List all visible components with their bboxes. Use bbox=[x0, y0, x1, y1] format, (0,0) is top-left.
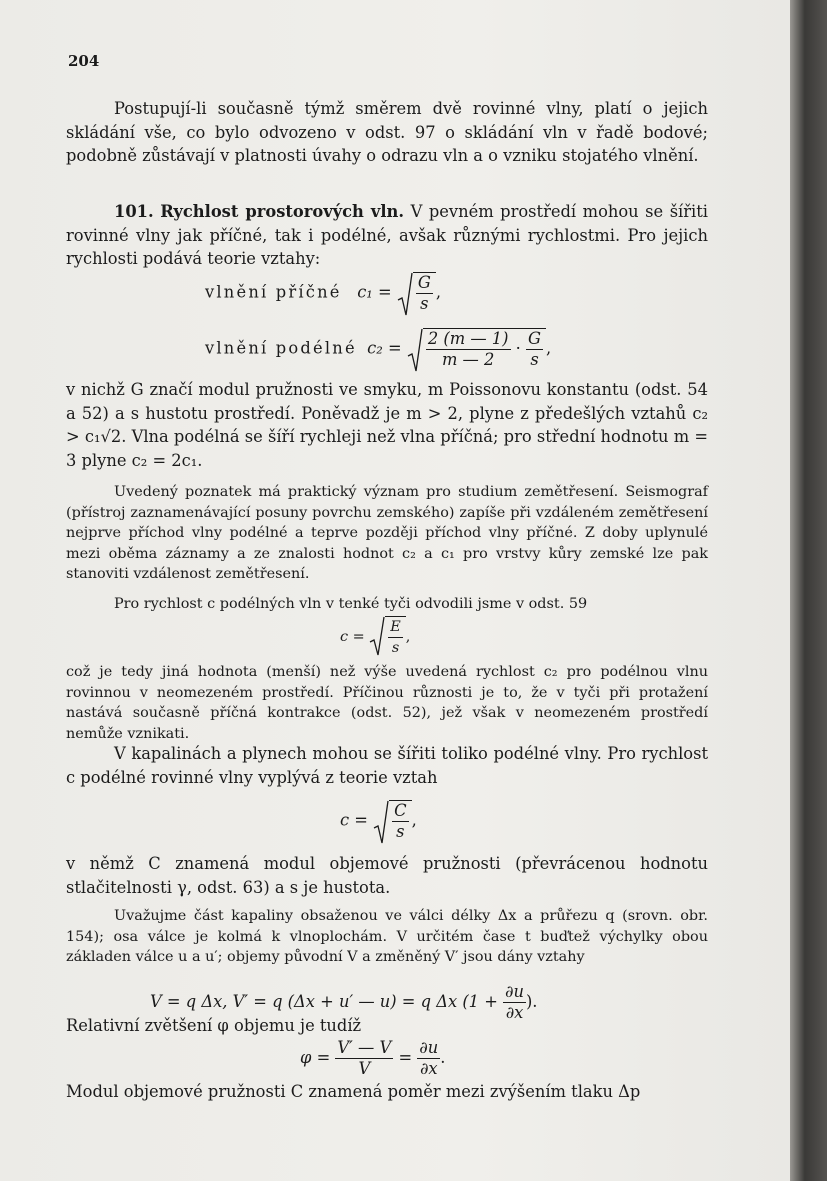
paragraph-5-small: což je tedy jiná hodnota (menší) než výše uvedená rychlost c₂ pro podélnou vlnu rovinnou v neomezeném prostředí. Příčinou různosti je to, že v tyči při protažení nastává současně příčná kontrakce (odst. 52), jež však v neomezeném prostředí nemůže vznikati. bbox=[66, 664, 708, 742]
eq3-sqrt bbox=[369, 616, 406, 658]
section-text: V pevném prostředí mohou se šířiti rovinné vlny jak příčné, tak i podélné, avšak různými rychlostmi. Pro jejich rychlosti podává teorie vztahy: bbox=[66, 202, 708, 268]
equation-fluid bbox=[340, 800, 417, 842]
equation-longitudinal bbox=[205, 328, 551, 370]
paragraph-10: Modul objemové pružnosti C znamená poměr mezi zvýšením tlaku Δp bbox=[66, 1082, 641, 1101]
eq5-den: ∂x bbox=[505, 1003, 524, 1022]
eq2-den: m — 2 bbox=[441, 350, 495, 369]
eq4-num: C bbox=[394, 801, 407, 820]
eq6-num2: ∂u bbox=[419, 1038, 439, 1057]
eq2-den2: s bbox=[530, 350, 539, 369]
eq5-text: V = q Δx, V′ = q (Δx + u′ — u) = q Δx (1 + bbox=[150, 992, 498, 1011]
section-number: 101. bbox=[114, 202, 154, 221]
paragraph-8-small: Uvažujme část kapaliny obsaženou ve válci délky Δx a průřezu q (srovn. obr. 154); osa válce je kolmá k vlnoplochám. V určitém čase t buďtež výchylky obou základen válce u a u′; objemy původní V a změněný V′ jsou dány vztahy bbox=[66, 908, 708, 966]
paragraph-6: V kapalinách a plynech mohou se šířiti toliko podélné vlny. Pro rychlost c podélné rovinné vlny vyplývá z teorie vztah bbox=[66, 744, 708, 787]
eq4-lhs: c = bbox=[340, 810, 368, 830]
eq3-lhs: c = bbox=[340, 629, 365, 645]
eq1-sqrt bbox=[397, 272, 436, 314]
paragraph-4-small: Pro rychlost c podélných vln v tenké tyči odvodili jsme v odst. 59 bbox=[114, 596, 588, 612]
equation-transverse bbox=[205, 272, 441, 314]
eq6-mid: = bbox=[398, 1048, 413, 1067]
eq3-tail: , bbox=[405, 629, 411, 645]
equation-relative-volume bbox=[300, 1038, 445, 1079]
eq5-tail: ). bbox=[525, 992, 538, 1011]
paragraph-9: Relativní zvětšení φ objemu je tudíž bbox=[66, 1016, 362, 1035]
eq6-num: V′ — V bbox=[337, 1038, 392, 1057]
eq6-den: V bbox=[358, 1059, 371, 1078]
eq2-label: vlnění podélné bbox=[205, 338, 357, 358]
page-number: 204 bbox=[68, 52, 100, 70]
eq6-den2: ∂x bbox=[419, 1059, 438, 1078]
equation-rod bbox=[340, 616, 410, 658]
eq2-tail: , bbox=[546, 338, 552, 358]
eq2-num2: G bbox=[528, 329, 542, 348]
paragraph-7: v němž C znamená modul objemové pružnosti (převrácenou hodnotu stlačitelnosti γ, odst. 63) a s je hustota. bbox=[66, 854, 708, 897]
book-spine-shadow bbox=[790, 0, 827, 1181]
eq6-lhs: φ = bbox=[300, 1048, 331, 1067]
eq3-num: E bbox=[388, 617, 403, 638]
eq1-tail: , bbox=[435, 282, 442, 302]
section-title: Rychlost prostorových vln. bbox=[160, 202, 405, 221]
paragraph-3-small: Uvedený poznatek má praktický význam pro studium zemětřesení. Seismograf (přístroj zaznamenávající posuny povrchu zemského) zapíše při vzdáleném zemětřesení nejprve příchod vlny podélné a teprve později příchod vlny příčné. Z doby uplynulé mezi oběma záznamy a ze znalosti hodnot c₂ a c₁ pro vrstvy kůry zemské lze pak stanoviti vzdálenost zemětřesení. bbox=[66, 484, 708, 583]
eq1-label: vlnění příčné bbox=[205, 282, 342, 302]
eq1-lhs: c₁ = bbox=[357, 282, 392, 302]
eq3-den: s bbox=[391, 640, 400, 656]
section-101 bbox=[66, 200, 708, 271]
eq4-den: s bbox=[396, 822, 405, 841]
eq5-num: ∂u bbox=[505, 982, 524, 1001]
eq2-lhs: c₂ = bbox=[367, 338, 402, 358]
eq2-sqrt: $\frac{2 (m — 1)}{m — 2}$ · $\frac{G}{s}$ bbox=[407, 328, 546, 370]
paragraph-1: Postupují-li současně týmž směrem dvě rovinné vlny, platí o jejich skládání vše, co bylo odvozeno v odst. 97 o skládání vln v řadě bodové; podobně zůstávají v platnosti úvahy o odrazu vln a o vzniku stojatého vlnění. bbox=[66, 99, 708, 165]
eq6-tail: . bbox=[440, 1048, 446, 1067]
eq2-num: 2 (m — 1) bbox=[427, 329, 509, 348]
paragraph-2: v nichž G značí modul pružnosti ve smyku, m Poissonovu konstantu (odst. 54 a 52) a s hustotu prostředí. Poněvadž je m > 2, plyne z předešlých vztahů c₂ > c₁√2. Vlna podélná se šíří rychleji než vlna příčná; pro střední hodnotu m = 3 plyne c₂ = 2c₁. bbox=[66, 380, 708, 470]
eq1-num: G bbox=[417, 273, 431, 292]
eq1-den: s bbox=[420, 294, 429, 313]
eq4-sqrt bbox=[373, 800, 411, 842]
eq4-tail: , bbox=[411, 810, 417, 830]
